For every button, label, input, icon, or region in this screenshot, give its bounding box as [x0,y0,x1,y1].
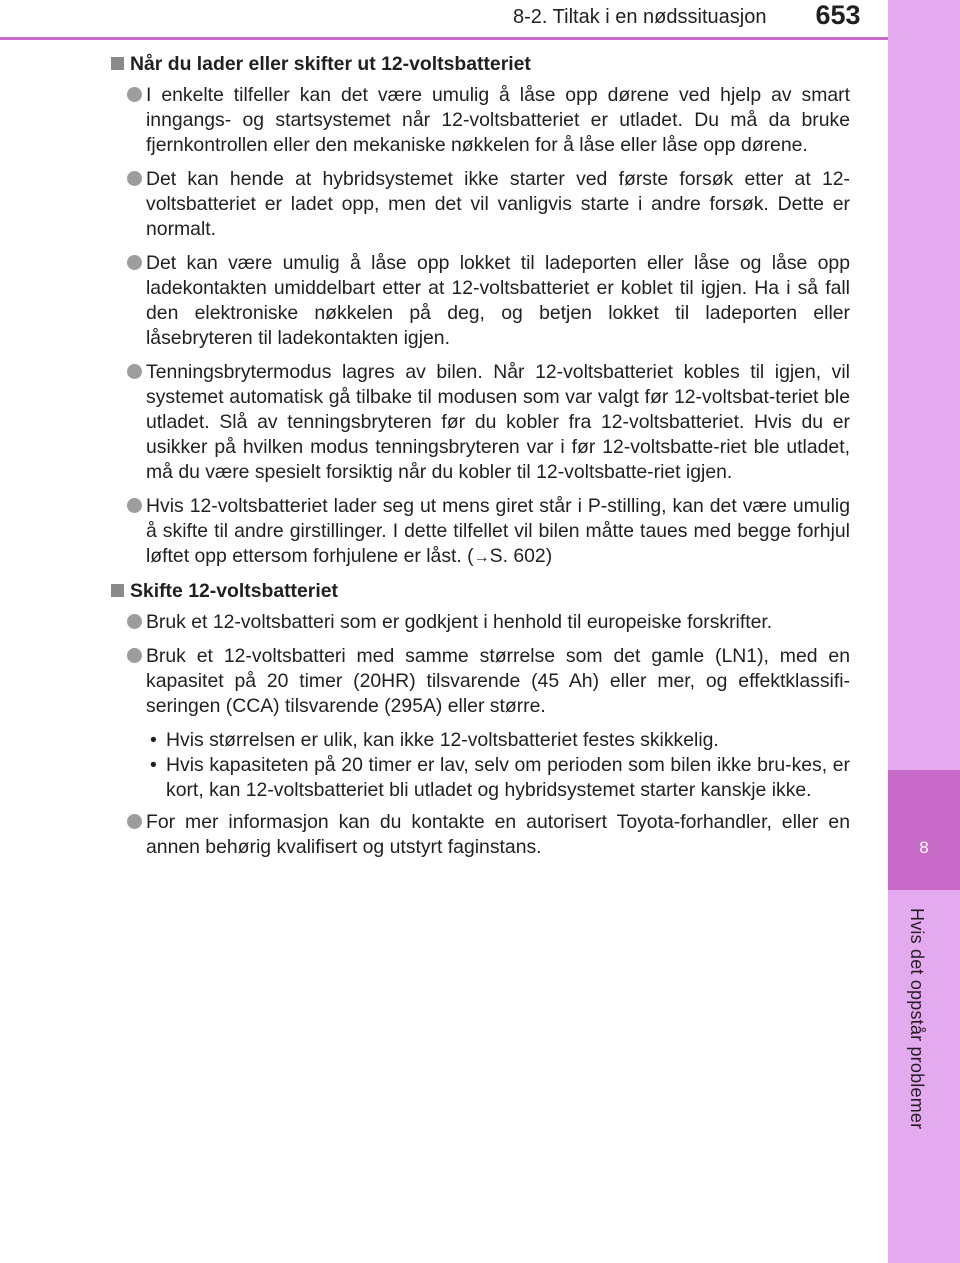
section-heading-text: Når du lader eller skifter ut 12-voltsbatteriet [130,53,531,75]
section-heading [110,52,850,77]
list-item [110,83,850,158]
list-item [110,644,850,719]
arrow-right-icon: → [473,549,490,566]
list-item [110,360,850,485]
paragraph-text: Det kan hende at hybridsystemet ikke starter ved første forsøk etter at 12-voltsbatteriet er ladet opp, men det vil vanligvis starte i andre forsøk. Dette er normalt. [146,168,850,240]
list-item [110,610,850,635]
page-number: 653 [815,0,861,30]
chapter-number: 8 [919,838,929,857]
sub-bullet-item [146,753,850,803]
page-reference-link[interactable]: S. 602) [489,545,553,567]
paragraph-text: Bruk et 12-voltsbatteri med samme størrelse som det gamle (LN1), med en kapasitet på 20 timer (20HR) tilsvarende (45 Ah) eller mer, og effektklassifi-seringen (CCA) tilsvarende (295A) eller større. [146,645,850,717]
sub-bullet-list [146,728,850,803]
chapter-caption: Hvis det oppstår problemer [907,908,927,1130]
sub-bullet-text: Hvis størrelsen er ulik, kan ikke 12-voltsbatteriet festes skikkelig. [166,729,719,751]
circle-bullet-icon [127,648,142,663]
circle-bullet-icon [127,614,142,629]
paragraph-text: Det kan være umulig å låse opp lokket til ladeporten eller låse og låse opp ladekontakten umiddelbart etter at 12-voltsbatteriet er koblet til igjen. Ha i så fall den elektroniske nøkkelen på deg, og betjen lokket til ladeporten eller låsebryteren til ladekontakten igjen. [146,252,850,349]
list-item [110,494,850,570]
circle-bullet-icon [127,171,142,186]
circle-bullet-icon [127,814,142,829]
sub-bullet-text: Hvis kapasiteten på 20 timer er lav, selv om perioden som bilen ikke bru-kes, er kort, kan 12-voltsbatteriet bli utladet og hybridsystemet starter kanskje ikke. [166,754,850,801]
page-content [110,52,850,869]
paragraph-text: Tenningsbrytermodus lagres av bilen. Når 12-voltsbatteriet kobles til igjen, vil systemet automatisk gå tilbake til modusen som var valgt før 12-voltsbat-teriet ble utladet. Slå av tenningsbryteren før du kobler fra 12-voltsbatteriet. Hvis du er usikker på hvilken modus tenningsbryteren var i før 12-voltsbatte-riet ble utladet, må du være spesielt forsiktig når du kobler til 12-voltsbatte-riet igjen. [146,361,850,483]
list-item [110,251,850,351]
section-heading [110,579,850,604]
running-header: 8-2. Tiltak i en nødssituasjon [513,6,767,28]
list-item [110,810,850,860]
chapter-marker [888,770,960,890]
sub-bullet-item [146,728,850,753]
circle-bullet-icon [127,498,142,513]
circle-bullet-icon [127,87,142,102]
small-bullet-icon: • [150,754,157,776]
small-bullet-icon: • [150,729,157,751]
section-heading-text: Skifte 12-voltsbatteriet [130,580,338,602]
paragraph-text: Bruk et 12-voltsbatteri som er godkjent i henhold til europeiske forskrifter. [146,611,773,633]
circle-bullet-icon [127,364,142,379]
list-item [110,167,850,242]
square-bullet-icon [111,57,124,70]
square-bullet-icon [111,584,124,597]
paragraph-text: For mer informasjon kan du kontakte en autorisert Toyota-forhandler, eller en annen behørig kvalifisert og utstyrt faginstans. [146,811,850,858]
header-rule [0,37,888,40]
circle-bullet-icon [127,255,142,270]
paragraph-text: Hvis 12-voltsbatteriet lader seg ut mens giret står i P-stilling, kan det være umulig å skifte til andre girstillinger. I dette tilfellet vil bilen måtte taues med begge forhjul løftet opp ettersom forhjulene er låst. ( [146,495,850,567]
paragraph-text: I enkelte tilfeller kan det være umulig å låse opp dørene ved hjelp av smart inngangs- og startsystemet når 12-voltsbatteriet er utladet. Du må da bruke fjernkontrollen eller den mekaniske nøkkelen for å låse eller låse opp dørene. [146,84,850,156]
